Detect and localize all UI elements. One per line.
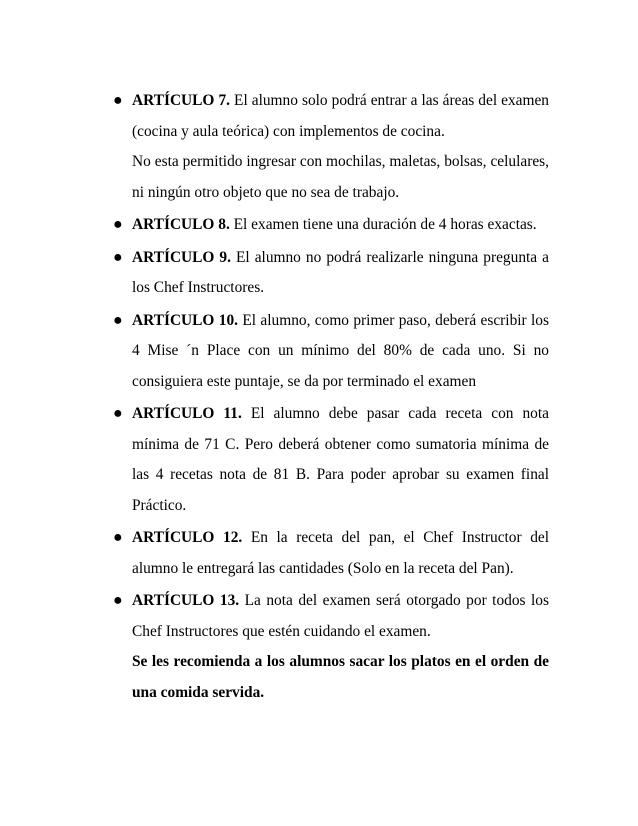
article-7-paragraph-1 [132, 86, 549, 147]
article-7 [0, 86, 549, 208]
article-13-label: ARTÍCULO 13. [132, 592, 240, 609]
article-7-text: El alumno solo podrá entrar a las áreas del examen (cocina y aula teórica) con implementos de cocina. [132, 92, 549, 140]
article-8-paragraph-1 [132, 210, 549, 241]
article-7-paragraph-2: No esta permitido ingresar con mochilas, maletas, bolsas, celulares, ni ningún otro objeto que no sea de trabajo. [132, 153, 549, 201]
article-9-label: ARTÍCULO 9. [132, 248, 231, 266]
article-8-label: ARTÍCULO 8. [132, 216, 230, 233]
article-11-text: El alumno debe pasar cada receta con nota mínima de 71 C. Pero deberá obtener como sumatoria mínima de las 4 recetas nota de 81 B. Para poder aprobar su examen final Práctico. [132, 405, 549, 514]
article-7-label: ARTÍCULO 7. [132, 92, 230, 109]
bullet-icon: ● [113, 248, 123, 266]
article-10 [0, 306, 549, 398]
article-12 [0, 523, 549, 584]
article-12-text: En la receta del pan, el Chef Instructor del alumno le entregará las cantidades (Solo en la receta del Pan). [132, 529, 550, 577]
article-9 [0, 243, 549, 304]
article-10-paragraph-1 [132, 306, 549, 398]
article-12-paragraph-1 [132, 523, 549, 584]
article-13-paragraph-1 [132, 586, 549, 647]
bullet-icon: ● [113, 592, 123, 609]
bullet-icon: ● [113, 311, 123, 329]
bullet-icon: ● [113, 216, 123, 233]
article-9-text: El alumno no podrá realizarle ninguna pregunta a los Chef Instructores. [132, 248, 549, 296]
article-11-label: ARTÍCULO 11. [132, 405, 242, 422]
article-11-paragraph-1 [132, 399, 549, 521]
bullet-icon: ● [113, 529, 123, 546]
article-13-text: La nota del examen será otorgado por todos los Chef Instructores que estén cuidando el examen. [132, 592, 549, 640]
article-12-label: ARTÍCULO 12. [132, 529, 243, 546]
article-13 [0, 586, 549, 708]
bullet-icon: ● [113, 405, 123, 422]
article-13-recommendation: Se les recomienda a los alumnos sacar los platos en el orden de una comida servida. [132, 653, 549, 701]
article-11 [0, 399, 549, 521]
article-10-label: ARTÍCULO 10. [132, 311, 239, 329]
bullet-icon: ● [113, 92, 123, 109]
article-8 [0, 210, 549, 241]
articles-list [0, 86, 638, 710]
article-10-text: El alumno, como primer paso, deberá escribir los 4 Mise ´n Place con un mínimo del 80% de cada uno. Si no consiguiera este puntaje, se da por terminado el examen [132, 311, 549, 390]
article-8-text: El examen tiene una duración de 4 horas exactas. [229, 216, 537, 233]
article-9-paragraph-1 [132, 243, 549, 304]
